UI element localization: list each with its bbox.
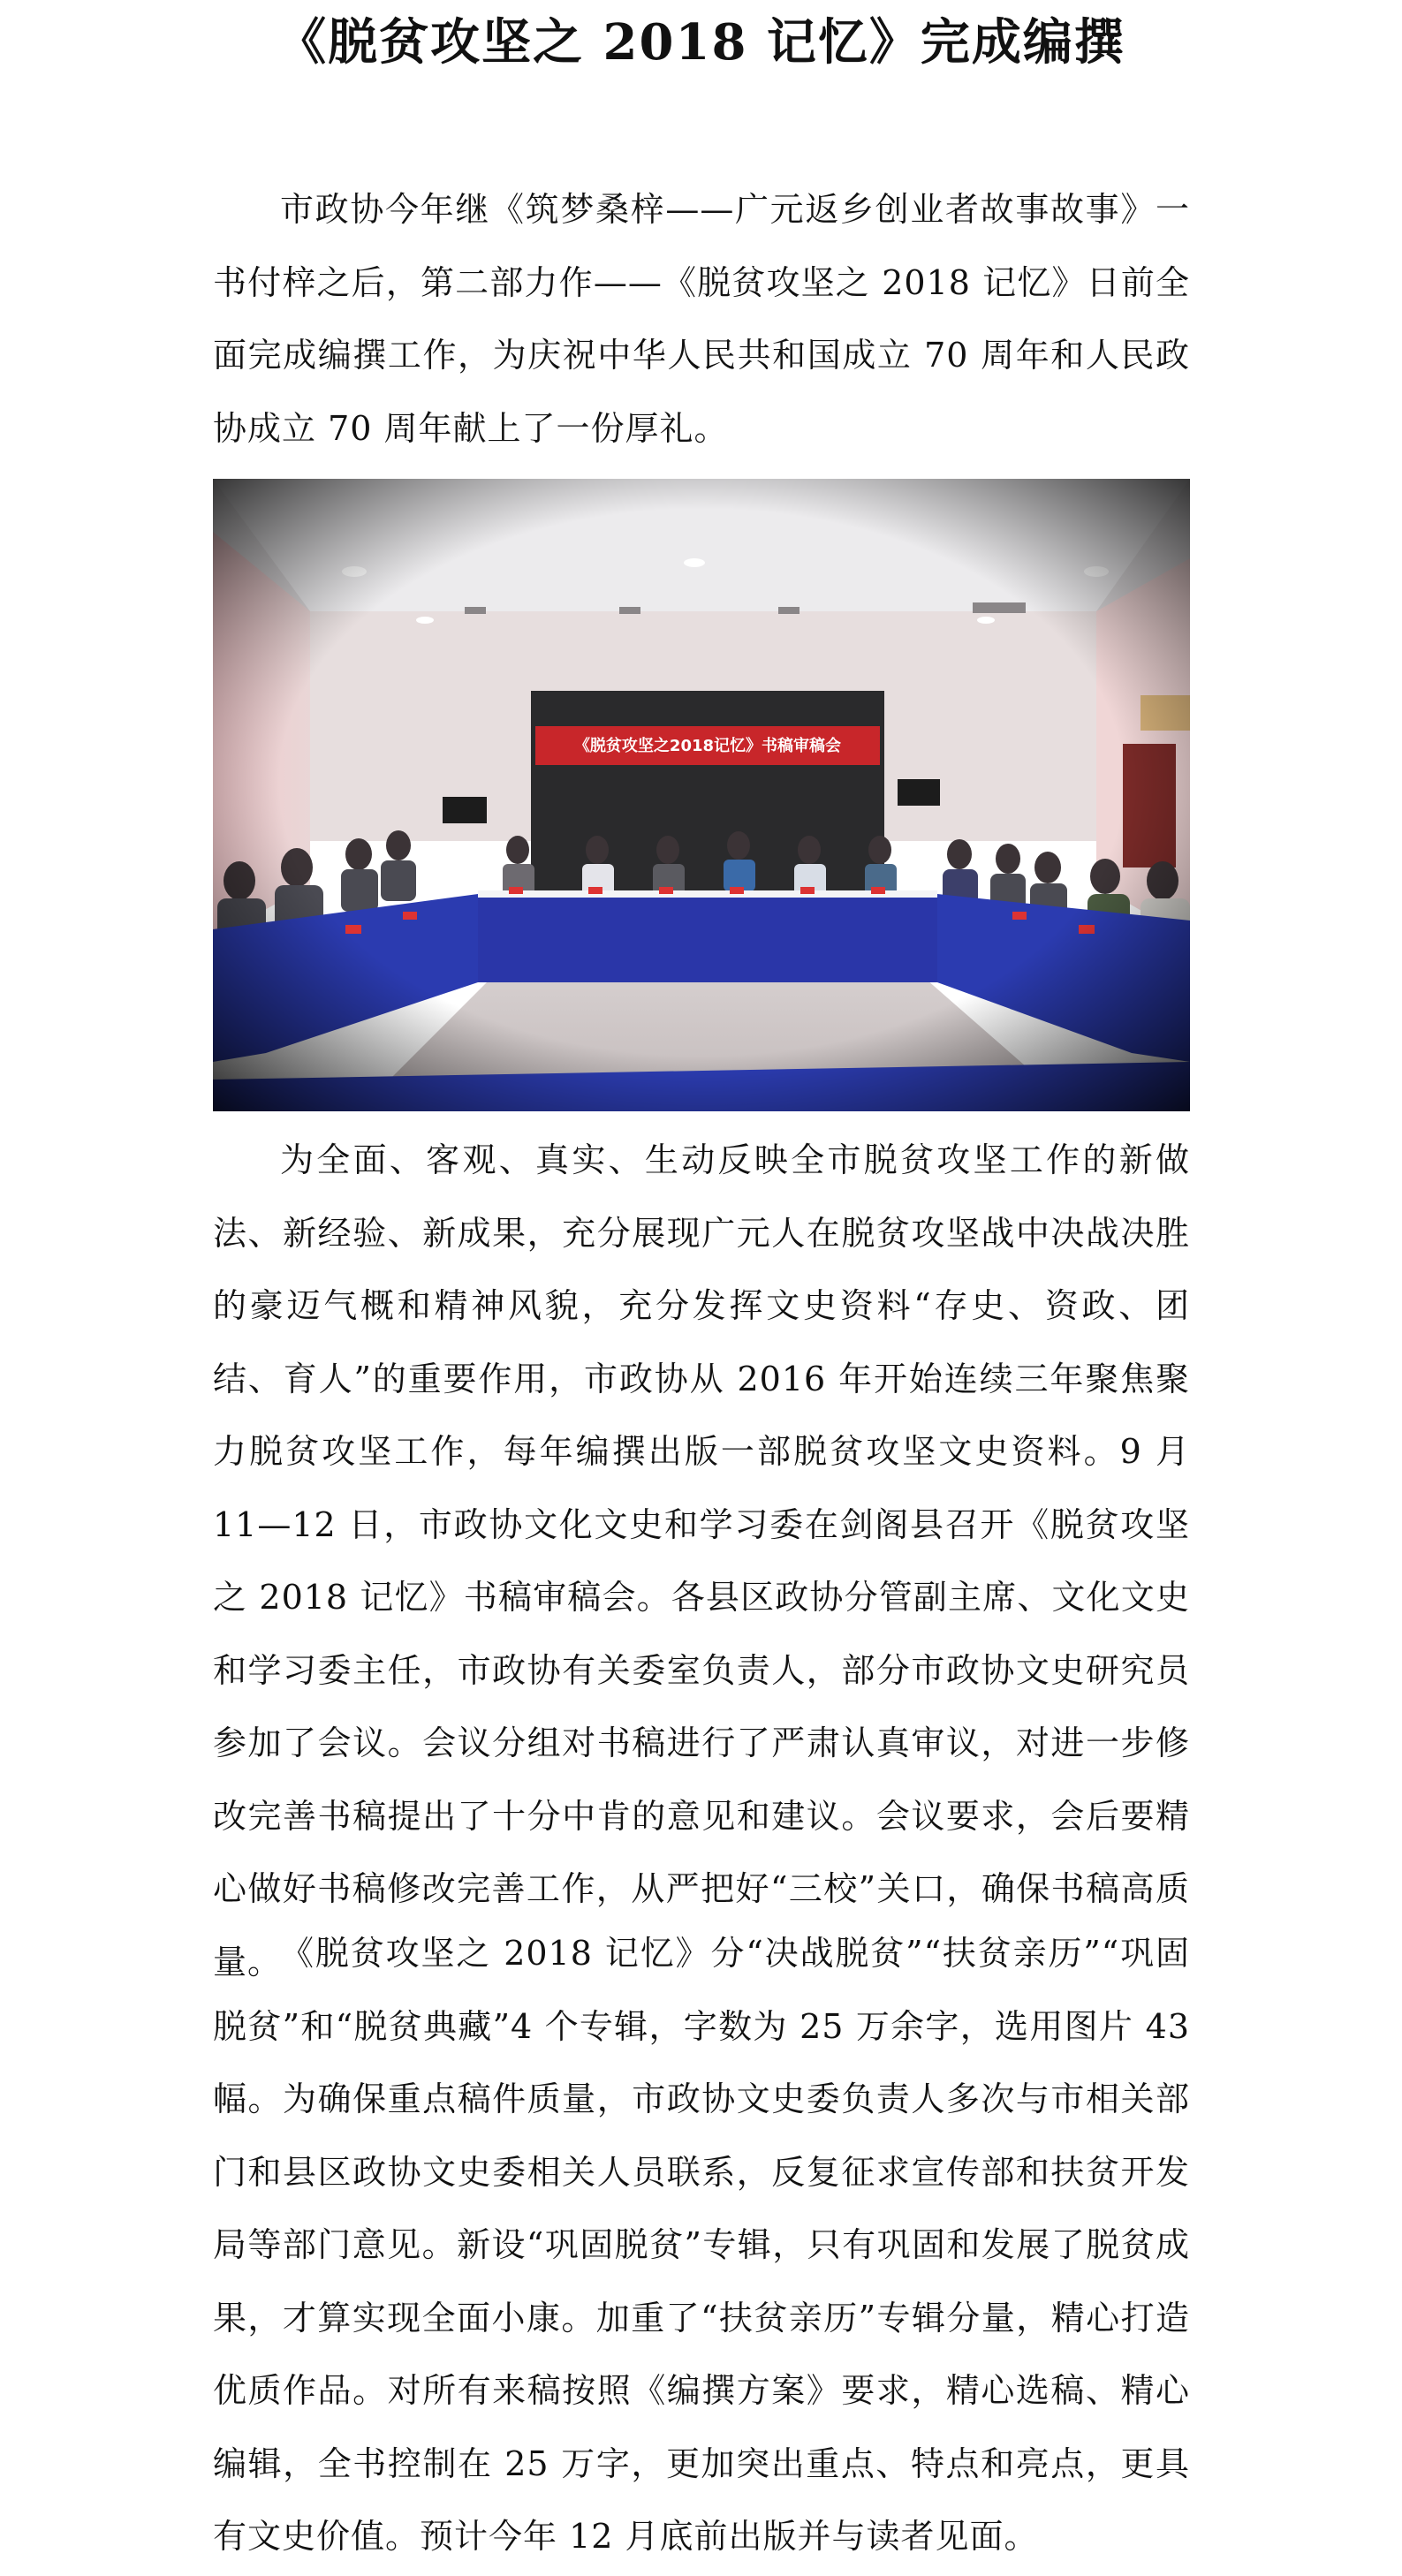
meeting-photo [213,479,1190,1111]
paragraph-contents: 《脱贫攻坚之 2018 记忆》分“决战脱贫”“扶贫亲历”“巩固脱贫”和“脱贫典藏”4 个专辑，字数为 25 万余字，选用图片 43 幅。为确保重点稿件质量，市政协文史委负责人多次与市相关部门和县区政协文史委相关人员联系，反复征求宣传部和扶贫开发局等部门意见。新设“巩固脱贫”专辑，只有巩固和发展了脱贫成果，才算实现全面小康。加重了“扶贫亲历”专辑分量，精心打造优质作品。对所有来稿按照《编撰方案》要求，精心选稿、精心编辑，全书控制在 25 万字，更加突出重点、特点和亮点，更具有文史价值。预计今年 12 月底前出版并与读者见面。 [213,1934,1190,2556]
paragraph-intro: 市政协今年继《筑梦桑梓——广元返乡创业者故事故事》一书付梓之后，第二部力作——《脱贫攻坚之 2018 记忆》日前全面完成编撰工作，为庆祝中华人民共和国成立 70 周年和人民政协成立 70 周年献上了一份厚礼。 [213,190,1190,448]
paragraph-background: 为全面、客观、真实、生动反映全市脱贫攻坚工作的新做法、新经验、新成果，充分展现广元人在脱贫攻坚战中决战决胜的豪迈气概和精神风貌，充分发挥文史资料“存史、资政、团结、育人”的重要作用，市政协从 2016 年开始连续三年聚焦聚力脱贫攻坚工作，每年编撰出版一部脱贫攻坚文史资料。9 月 11—12 日，市政协文化文史和学习委在剑阁县召开《脱贫攻坚之 2018 记忆》书稿审稿会。各县区政协分管副主席、文化文史和学习委主任，市政协有关委室负责人，部分市政协文史研究员参加了会议。会议分组对书稿进行了严肃认真审议，对进一步修改完善书稿提出了十分中肯的意见和建议。会议要求，会后要精心做好书稿修改完善工作，从严把好“三校”关口，确保书稿高质量。 [213,1140,1190,1981]
article-title: 《脱贫攻坚之 2018 记忆》完成编撰 [277,13,1125,72]
